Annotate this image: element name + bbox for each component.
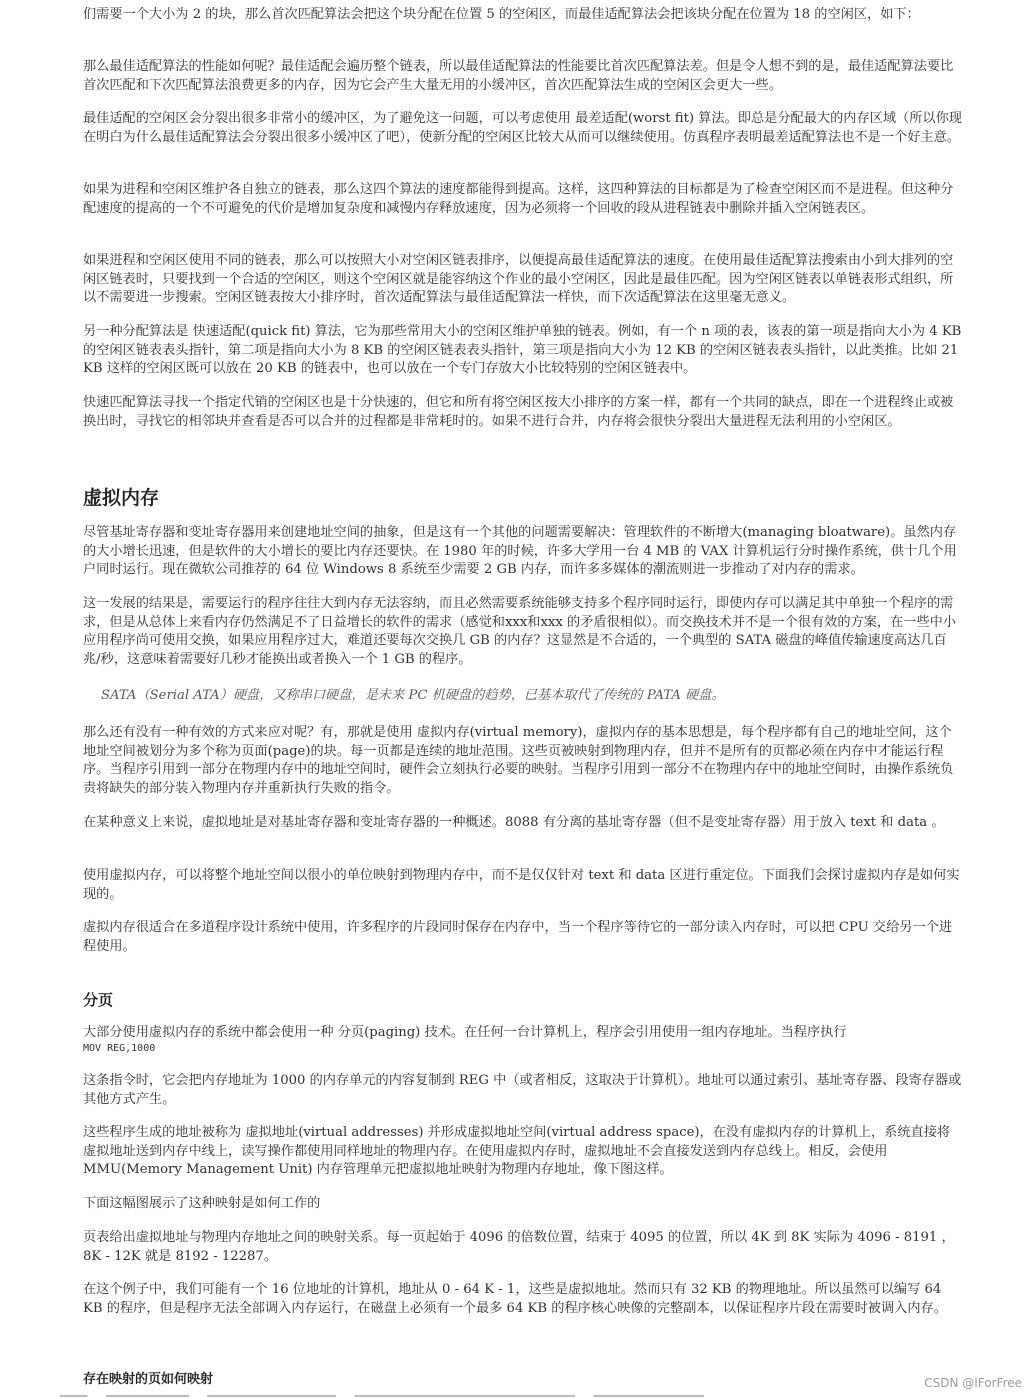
paragraph: 那么最佳适配算法的性能如何呢？最佳适配会遍历整个链表，所以最佳适配算法的性能要比首次匹配算法差。但是令人想不到的是，最佳适配算法要比首次匹配和下次匹配算法浪费更多的内存，因为它会产生大量无用的小缓冲区，首次匹配算法生成的空闲区会更大一些。 [83,59,954,93]
paragraph: 们需要一个大小为 2 的块，那么首次匹配算法会把这个块分配在位置 5 的空闲区，而最佳适配算法会把该块分配在位置为 18 的空闲区，如下： [83,7,920,22]
cut-off-text-line [60,1392,980,1398]
paragraph: 使用虚拟内存，可以将整个地址空间以很小的单位映射到物理内存中，而不是仅仅针对 text 和 data 区进行重定位。下面我们会探讨虚拟内存是如何实现的。 [83,868,960,902]
paragraph: 如果为进程和空闲区维护各自独立的链表，那么这四个算法的速度都能得到提高。这样，这四种算法的目标都是为了检查空闲区而不是进程。但这种分配速度的提高的一个不可避免的代价是增加复杂度和减慢内存释放速度，因为必须将一个回收的段从进程链表中删除并插入空闲链表区。 [83,182,954,216]
paragraph: 这些程序生成的地址被称为 虚拟地址(virtual addresses) 并形成虚拟地址空间(virtual address space)，在没有虚拟内存的计算机上，系统直接将虚拟地址送到内存中线上，读写操作都使用同样地址的物理内存。在使用虚拟内存时，虚拟地址不会直接发送到内存总线上。相反，会使用 MMU(Memory Management Unit) 内存管理单元把虚拟地址映射为物理内存地址，像下图这样。 [83,1125,951,1178]
paragraph: 虚拟内存很适合在多道程序设计系统中使用，许多程序的片段同时保存在内存中，当一个程序等待它的一部分读入内存时，可以把 CPU 交给另一个进程使用。 [83,920,953,954]
paragraph: 下面这幅图展示了这种映射是如何工作的 [83,1196,321,1211]
paragraph: 快速匹配算法寻找一个指定代销的空闲区也是十分快速的，但它和所有将空闲区按大小排序的方案一样，都有一个共同的缺点，即在一个进程终止或被换出时，寻找它的相邻块并查看是否可以合并的过程都是非常耗时的。如果不进行合并，内存将会很快分裂出大量进程无法利用的小空闲区。 [83,395,954,429]
paragraph: 另一种分配算法是 快速适配(quick fit) 算法，它为那些常用大小的空闲区维护单独的链表。例如，有一个 n 项的表，该表的第一项是指向大小为 4 KB 的空闲区链表表头指针，第二项是指向大小为 8 KB 的空闲区链表表头指针，第三项是指向大小为 12 KB 的空闲区链表表头指针，以此类推。比如 21 KB 这样的空闲区既可以放在 20 KB 的链表中，也可以放在一个专门存放大小比较特别的空闲区链表中。 [83,324,962,377]
section-heading-virtual-memory: 虚拟内存 [83,487,160,509]
paragraph: 这条指令时，它会把内存地址为 1000 的内存单元的内容复制到 REG 中（或者相反，这取决于计算机）。地址可以通过索引、基址寄存器、段寄存器或其他方式产生。 [83,1073,962,1107]
watermark: CSDN @IForFree [924,1376,1022,1390]
paragraph: 大部分使用虚拟内存的系统中都会使用一种 分页(paging) 技术。在任何一台计算机上，程序会引用使用一组内存地址。当程序执行 [83,1025,847,1040]
paragraph: 最佳适配的空闲区会分裂出很多非常小的缓冲区，为了避免这一问题，可以考虑使用 最差适配(worst fit) 算法。即总是分配最大的内存区域（所以你现在明白为什么最佳适配算法会分裂出很多小缓冲区了吧），使新分配的空闲区比较大从而可以继续使用。仿真程序表明最差适配算法也不是一个好主意。 [83,111,962,145]
section-heading-paging: 分页 [83,991,114,1009]
paragraph: 在某种意义上来说，虚拟地址是对基址寄存器和变址寄存器的一种概述。8088 有分离的基址寄存器（但不是变址寄存器）用于放入 text 和 data 。 [83,815,945,830]
paragraph: 页表给出虚拟地址与物理内存地址之间的映射关系。每一页起始于 4096 的倍数位置，结束于 4095 的位置，所以 4K 到 8K 实际为 4096 - 8191 ，8K - 12K 就是 8192 - 12287。 [83,1230,955,1264]
paragraph: 如果进程和空闲区使用不同的链表，那么可以按照大小对空闲区链表排序，以便提高最佳适配算法的速度。在使用最佳适配算法搜索由小到大排列的空闲区链表时，只要找到一个合适的空闲区，则这个空闲区就是能容纳这个作业的最小空闲区，因此是最佳匹配。因为空闲区链表以单链表形式组织，所以不需要进一步搜索。空闲区链表按大小排序时，首次适配算法与最佳适配算法一样快，而下次适配算法在这里毫无意义。 [83,253,954,306]
paragraph: 在这个例子中，我们可能有一个 16 位地址的计算机，地址从 0 - 64 K - 1，这些是虚拟地址。然而只有 32 KB 的物理地址。所以虽然可以编写 64 KB 的程序，但是程序无法全部调入内存运行，在磁盘上必须有一个最多 64 KB 的程序核心映像的完整副本，以保证程序片段在需要时被调入内存。 [83,1282,947,1316]
paragraph: 这一发展的结果是，需要运行的程序往往大到内存无法容纳，而且必然需要系统能够支持多个程序同时运行，即使内存可以满足其中单独一个程序的需求，但是从总体上来看内存仍然满足不了日益增长的软件的需求（感觉和xxx和xxx 的矛盾很相似）。而交换技术并不是一个很有效的方案，在一些中小应用程序尚可使用交换，如果应用程序过大，难道还要每次交换几 GB 的内存？这显然是不合适的，一个典型的 SATA 磁盘的峰值传输速度高达几百兆/秒，这意味着需要好几秒才能换出或者换入一个 1 GB 的程序。 [83,596,957,668]
blockquote: SATA（Serial ATA）硬盘，又称串口硬盘，是未来 PC 机硬盘的趋势，已基本取代了传统的 PATA 硬盘。 [101,688,725,703]
code-line: MOV REG,1000 [83,1043,156,1054]
section-heading-page-mapping: 存在映射的页如何映射 [83,1372,214,1387]
paragraph: 那么还有没有一种有效的方式来应对呢？有，那就是使用 虚拟内存(virtual memory)，虚拟内存的基本思想是，每个程序都有自己的地址空间，这个地址空间被划分为多个称为页面(page)的块。每一页都是连续的地址范围。这些页被映射到物理内存，但并不是所有的页都必须在内存中才能运行程序。当程序引用到一部分在物理内存中的地址空间时，硬件会立刻执行必要的映射。当程序引用到一部分不在物理内存中的地址空间时，由操作系统负责将缺失的部分装入物理内存并重新执行失败的指令。 [83,725,954,797]
paragraph: 尽管基址寄存器和变址寄存器用来创建地址空间的抽象，但是这有一个其他的问题需要解决：管理软件的不断增大(managing bloatware)。虽然内存的大小增长迅速，但是软件的大小增长的要比内存还要快。在 1980 年的时候，许多大学用一台 4 MB 的 VAX 计算机运行分时操作系统，供十几个用户同时运行。现在微软公司推荐的 64 位 Windows 8 系统至少需要 2 GB 内存，而许多多媒体的潮流则进一步推动了对内存的需求。 [83,525,957,578]
